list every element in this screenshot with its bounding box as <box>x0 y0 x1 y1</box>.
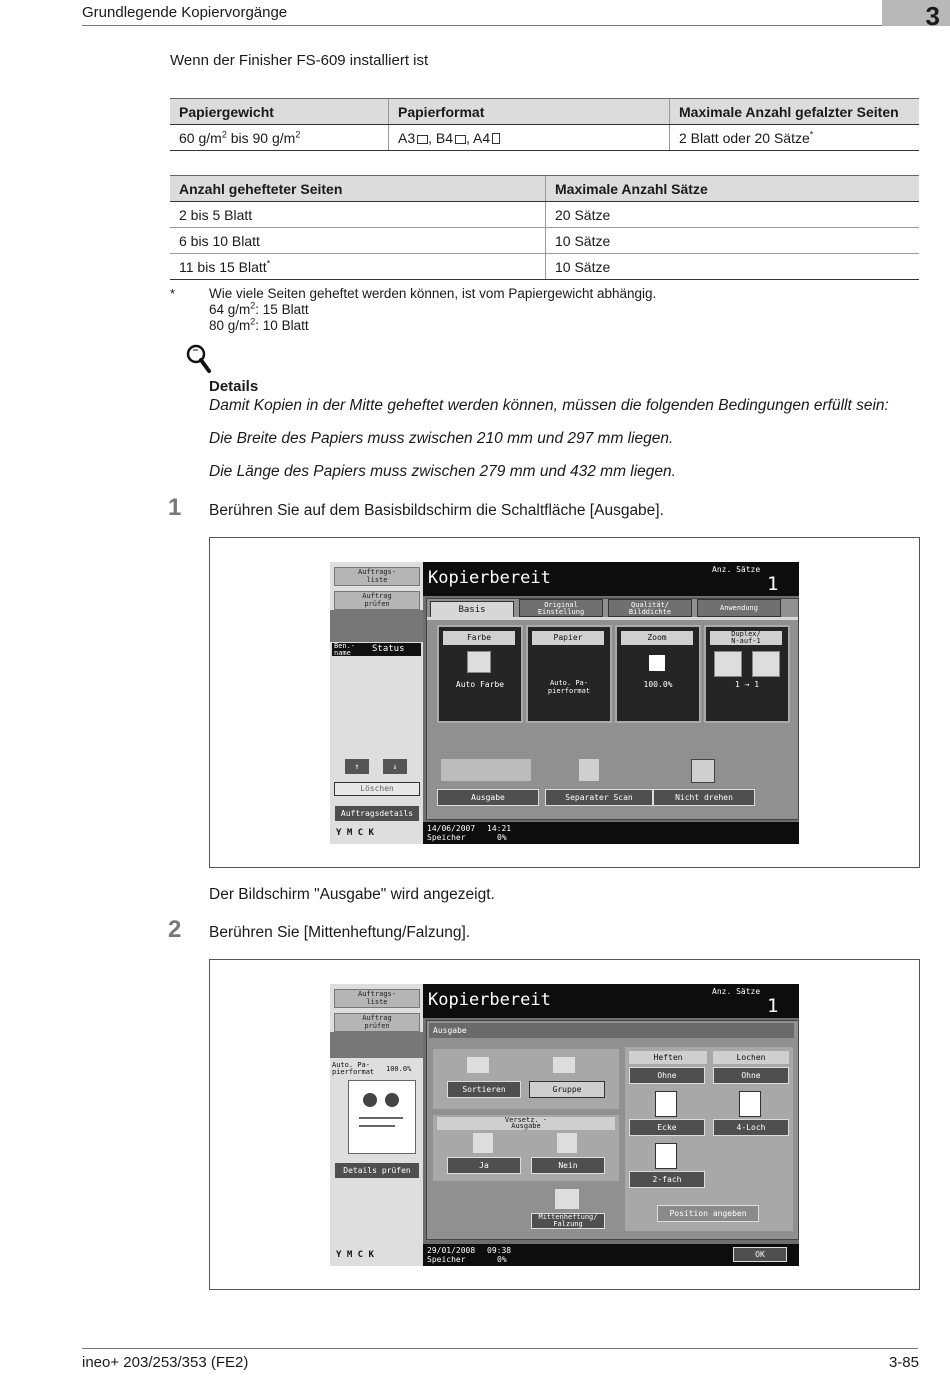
delete-button[interactable]: Löschen <box>334 782 420 796</box>
no-rotate-icon <box>691 759 715 783</box>
table-row <box>170 254 919 280</box>
zoom-icon <box>649 655 665 671</box>
step-text: Berühren Sie auf dem Basisbildschirm die Schaltfläche [Ausgabe]. <box>209 502 664 519</box>
intro-text: Wenn der Finisher FS-609 installiert ist <box>170 52 429 69</box>
date-bar: 14/06/2007 14:21 Speicher 0% <box>423 822 799 844</box>
details-line: Damit Kopien in der Mitte geheftet werden können, müssen die folgenden Bedingungen erfüllt sein: <box>209 397 889 414</box>
staple-table <box>170 175 919 280</box>
landscape-icon <box>417 135 428 144</box>
booklet-icon <box>555 1189 579 1209</box>
preview-text-line <box>359 1125 395 1127</box>
magnifier-icon <box>186 344 212 374</box>
status-bar <box>423 562 799 596</box>
staple-none-button[interactable]: Ohne <box>629 1067 705 1084</box>
sort-button[interactable]: Sortieren <box>447 1081 521 1098</box>
scroll-up-button[interactable]: ↑ <box>344 758 370 775</box>
sort-group <box>433 1049 619 1109</box>
page-preview <box>348 1080 416 1154</box>
table-row <box>170 202 919 228</box>
copies-label: Anz. Sätze <box>712 987 761 996</box>
page-number: 3-85 <box>888 1354 919 1371</box>
ok-button[interactable]: OK <box>733 1247 787 1262</box>
color-card[interactable]: Farbe Auto Farbe <box>437 625 523 723</box>
section-title: Ausgabe <box>429 1023 794 1038</box>
format-cell: A3 , B4 , A4 <box>389 125 670 151</box>
running-header: Grundlegende Kopiervorgänge <box>82 4 288 21</box>
copies-label: Anz. Sätze <box>712 565 761 574</box>
footnote-text: Wie viele Seiten geheftet werden können, ist vom Papiergewicht abhängig. <box>209 286 657 301</box>
table-header-row <box>170 176 919 202</box>
tab-application[interactable]: Anwendung <box>697 599 781 617</box>
tab-quality[interactable]: Qualität/ Bilddichte <box>608 599 692 617</box>
screenshot-frame-output <box>209 959 920 1290</box>
table-cell: 10 Sätze <box>546 228 920 254</box>
job-check-button[interactable]: Auftrag prüfen <box>334 591 420 610</box>
offset-yes-icon <box>473 1133 493 1153</box>
weight-cell: 60 $g/m^2$ bis 90 $g/m^2$ <box>170 125 389 151</box>
landscape-icon <box>455 135 466 144</box>
punch-label: Lochen <box>713 1051 789 1064</box>
toner-indicator: Y M C K <box>336 828 374 838</box>
status-title: Kopierbereit <box>428 990 551 1010</box>
left-panel <box>330 984 423 1266</box>
table-cell: 2 bis 5 Blatt <box>170 202 546 228</box>
no-rotate-button[interactable]: Nicht drehen <box>653 789 755 806</box>
table-cell: 20 Sätze <box>546 202 920 228</box>
corner-staple-button[interactable]: Ecke <box>629 1119 705 1136</box>
preview-chart-icon <box>363 1093 377 1107</box>
duplex-card[interactable]: Duplex/ N-auf-1 1 → 1 <box>704 625 790 723</box>
tab-basis[interactable]: Basis <box>430 601 514 619</box>
two-staple-icon <box>655 1143 677 1169</box>
footnote-line: 64 $g/m^2$: 15 Blatt <box>209 300 309 317</box>
separate-scan-button[interactable]: Separater Scan <box>545 789 653 806</box>
chapter-number: 3 <box>925 1 940 31</box>
table-header: Papierformat <box>389 99 670 125</box>
color-icon <box>467 651 491 673</box>
job-details-button[interactable]: Auftragsdetails <box>334 805 420 822</box>
table-row <box>170 125 919 151</box>
two-staple-button[interactable]: 2-fach <box>629 1171 705 1188</box>
table-header: Anzahl gehefteter Seiten <box>170 176 546 202</box>
portrait-icon <box>492 133 500 144</box>
offset-label: Versetz. - Ausgabe <box>437 1117 615 1130</box>
footnote-line: 80 $g/m^2$: 10 Blatt <box>209 316 309 333</box>
details-line: Die Breite des Papiers muss zwischen 210 mm und 297 mm liegen. <box>209 430 674 447</box>
table-header-row <box>170 99 919 125</box>
table-cell: 6 bis 10 Blatt <box>170 228 546 254</box>
tab-line <box>427 617 798 620</box>
status-bar <box>423 984 799 1018</box>
output-button[interactable]: Ausgabe <box>437 789 539 806</box>
job-list-button[interactable]: Auftrags- liste <box>334 989 420 1008</box>
zoom-card[interactable]: Zoom 100.0% <box>615 625 701 723</box>
status-title: Kopierbereit <box>428 568 551 588</box>
table-cell: 10 Sätze <box>546 254 920 280</box>
step-number: 1 <box>168 494 182 521</box>
footer-rule <box>82 1348 918 1349</box>
punch-none-button[interactable]: Ohne <box>713 1067 789 1084</box>
left-panel <box>330 562 423 844</box>
offset-no-button[interactable]: Nein <box>531 1157 605 1174</box>
group-icon <box>553 1057 575 1073</box>
job-list-button[interactable]: Auftrags- liste <box>334 567 420 586</box>
copies-count: 1 <box>767 995 779 1017</box>
header-rule <box>82 25 882 26</box>
check-details-button[interactable]: Details prüfen <box>334 1162 420 1179</box>
preview-zoom: 100.0% <box>386 1065 412 1073</box>
job-check-button[interactable]: Auftrag prüfen <box>334 1013 420 1032</box>
preview-chart-icon <box>385 1093 399 1107</box>
max-cell: 2 Blatt oder 20 Sätze* <box>670 125 920 151</box>
table-header: Papiergewicht <box>170 99 389 125</box>
offset-no-icon <box>557 1133 577 1153</box>
offset-yes-button[interactable]: Ja <box>447 1157 521 1174</box>
paper-card[interactable]: Papier Auto. Pa- pierformat <box>526 625 612 723</box>
result-text: Der Bildschirm "Ausgabe" wird angezeigt. <box>209 886 495 903</box>
table-cell: 11 bis 15 Blatt* <box>170 254 546 280</box>
table-header: Maximale Anzahl Sätze <box>546 176 920 202</box>
position-button[interactable]: Position angeben <box>657 1205 759 1222</box>
table-row <box>170 228 919 254</box>
preview-label: Auto. Pa- pierformat <box>332 1061 375 1076</box>
four-hole-button[interactable]: 4-Loch <box>713 1119 789 1136</box>
step-text: Berühren Sie [Mittenheftung/Falzung]. <box>209 924 471 941</box>
details-heading: Details <box>209 378 259 395</box>
tab-original[interactable]: Original Einstellung <box>519 599 603 617</box>
details-line: Die Länge des Papiers muss zwischen 279 mm und 432 mm liegen. <box>209 463 676 480</box>
separate-scan-icon <box>579 759 599 781</box>
center-staple-fold-button[interactable]: Mittenheftung/ Falzung <box>531 1213 605 1229</box>
duplex-target-icon <box>752 651 780 677</box>
date-bar: 29/01/2008 09:38 Speicher 0% OK <box>423 1244 799 1266</box>
corner-staple-icon <box>655 1091 677 1117</box>
sort-icon <box>467 1057 489 1073</box>
output-panel <box>426 1020 799 1240</box>
duplex-source-icon <box>714 651 742 677</box>
step-number: 2 <box>168 916 182 943</box>
four-hole-icon <box>739 1091 761 1117</box>
scroll-down-button[interactable]: ↓ <box>382 758 408 775</box>
panel-divider <box>330 1032 423 1058</box>
screenshot-frame-basis <box>209 537 920 868</box>
footer-product: ineo+ 203/253/353 (FE2) <box>82 1354 249 1371</box>
panel-divider <box>330 610 423 642</box>
toner-indicator: Y M C K <box>336 1250 374 1260</box>
list-header: Ben.- name Status <box>332 643 421 656</box>
device-screen-basis <box>330 562 799 844</box>
basis-panel <box>426 598 799 820</box>
footnote-marker: * <box>170 286 176 301</box>
preview-text-line <box>359 1117 403 1119</box>
paper-table <box>170 98 919 151</box>
copies-count: 1 <box>767 573 779 595</box>
staple-label: Heften <box>629 1051 707 1064</box>
device-screen-output <box>330 984 799 1266</box>
finisher-icon <box>441 759 531 781</box>
table-header: Maximale Anzahl gefalzter Seiten <box>670 99 920 125</box>
group-button[interactable]: Gruppe <box>529 1081 605 1098</box>
